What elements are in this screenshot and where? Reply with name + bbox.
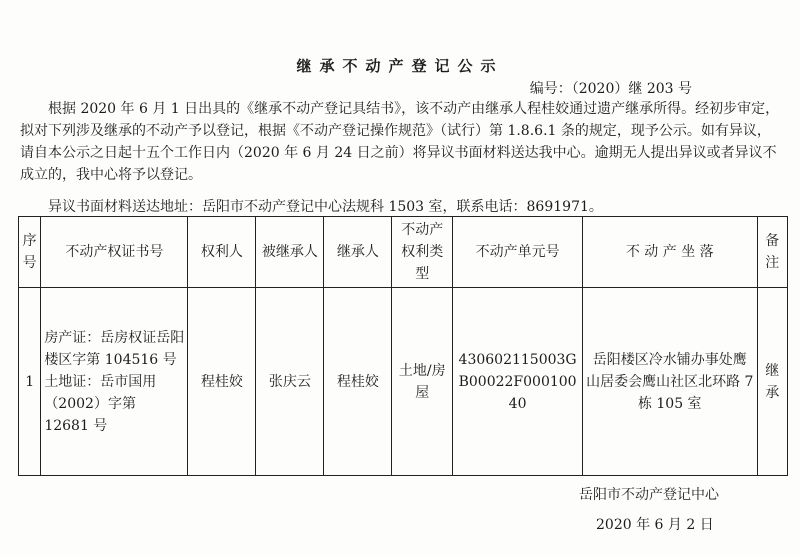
- cell-right-type: 土地/房屋: [392, 288, 453, 476]
- header-seq: 序号: [19, 217, 41, 288]
- issuing-organization: 岳阳市不动产登记中心: [579, 487, 719, 503]
- cell-cert: 房产证：岳房权证岳阳楼区字第 104516 号 土地证：岳市国用（2002）字第 12681 号: [41, 288, 188, 476]
- issue-date: 2020 年 6 月 2 日: [596, 517, 714, 533]
- cell-deceased: 张庆云: [256, 288, 324, 476]
- table-header-row: [19, 217, 788, 288]
- header-deceased: 被继承人: [256, 217, 324, 288]
- cell-remark: 继承: [757, 288, 788, 476]
- document-number: 编号：（2020）继 203 号: [529, 81, 692, 97]
- header-cert: 不动产权证书号: [41, 217, 188, 288]
- table-row: [19, 288, 788, 476]
- notice-paragraph: 根据 2020 年 6 月 1 日出具的《继承不动产登记具结书》，该不动产由继承人程桂姣通过遗产继承所得。经初步审定， 拟对下列涉及继承的不动产予以登记，根据《不动产登记操作规范》（试行）第 1.8.6.1 条的规定，现予公示。如有异议，请自本公示之日起十五个工作日内（2020 年 6 月 24 日之前）将异议书面材料送达我中心。逾期无人提出异议或者异议不成立的，我中心将予以登记。: [20, 101, 780, 183]
- cell-heir: 程桂姣: [324, 288, 392, 476]
- header-owner: 权利人: [188, 217, 256, 288]
- header-right-type: 不动产权利类型: [392, 217, 453, 288]
- cell-unit-no: 430602115003GB00022F00010040: [453, 288, 583, 476]
- header-unit-no: 不动产单元号: [453, 217, 583, 288]
- header-heir: 继承人: [324, 217, 392, 288]
- header-location: 不 动 产 坐 落: [583, 217, 757, 288]
- cell-location: 岳阳楼区冷水铺办事处鹰山居委会鹰山社区北环路 7 栋 105 室: [583, 288, 757, 476]
- cell-seq: 1: [19, 288, 41, 476]
- objection-address: 异议书面材料送达地址：岳阳市不动产登记中心法规科 1503 室，联系电话：8691971。: [48, 199, 603, 215]
- page-title: 继承不动产登记公示: [296, 57, 504, 75]
- property-table: [18, 216, 788, 476]
- cell-owner: 程桂姣: [188, 288, 256, 476]
- header-remark: 备注: [757, 217, 788, 288]
